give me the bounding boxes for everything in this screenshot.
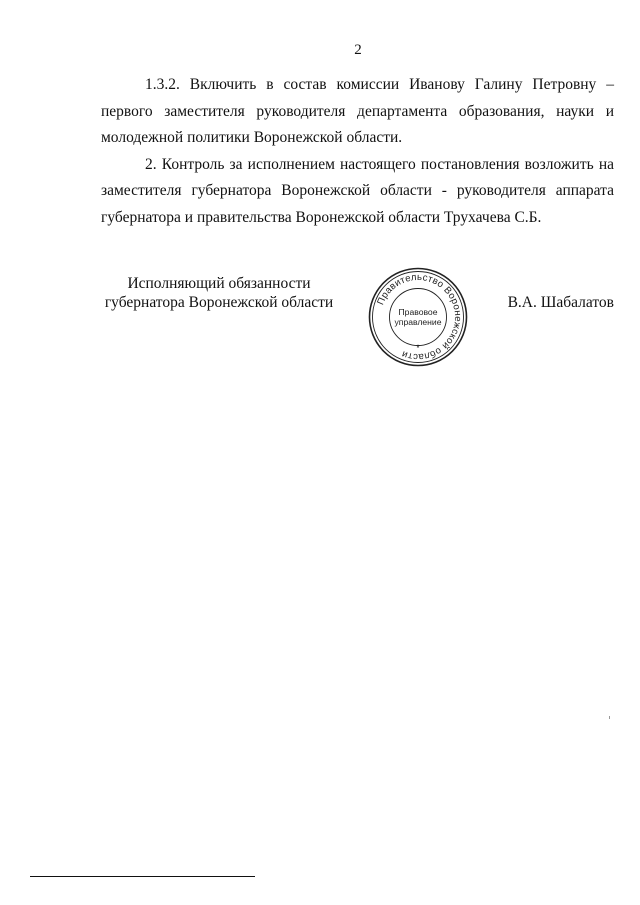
scan-speck xyxy=(609,716,610,719)
seal-center-line-1: Правовое xyxy=(398,307,438,317)
page-number: 2 xyxy=(354,42,362,58)
seal-star-mark: * xyxy=(416,343,420,353)
footer-rule xyxy=(30,876,255,877)
signer-position-line-1: Исполняющий обязанности xyxy=(127,275,311,292)
signer-name: В.А. Шабалатов xyxy=(507,294,614,311)
official-seal xyxy=(367,266,469,368)
signer-position xyxy=(101,274,337,312)
signer-position-line-2: губернатора Воронежской области xyxy=(104,294,334,311)
signature-block xyxy=(101,268,614,378)
paragraph-control-assignment: 2. Контроль за исполнением настоящего постановления возложить на заместителя губернатора Воронежской области - руководителя аппарата губернатора и правительства Воронежской области Трухачева С.Б. xyxy=(101,155,614,226)
seal-center-line-2: управление xyxy=(394,317,442,327)
paragraph-commission-member: 1.3.2. Включить в состав комиссии Иванову Галину Петровну – первого заместителя руководителя департамента образования, науки и молодежной политики Воронежской области. xyxy=(101,76,614,146)
document-body xyxy=(101,72,614,231)
seal-ring-text: Правительство Воронежской области xyxy=(375,271,464,363)
